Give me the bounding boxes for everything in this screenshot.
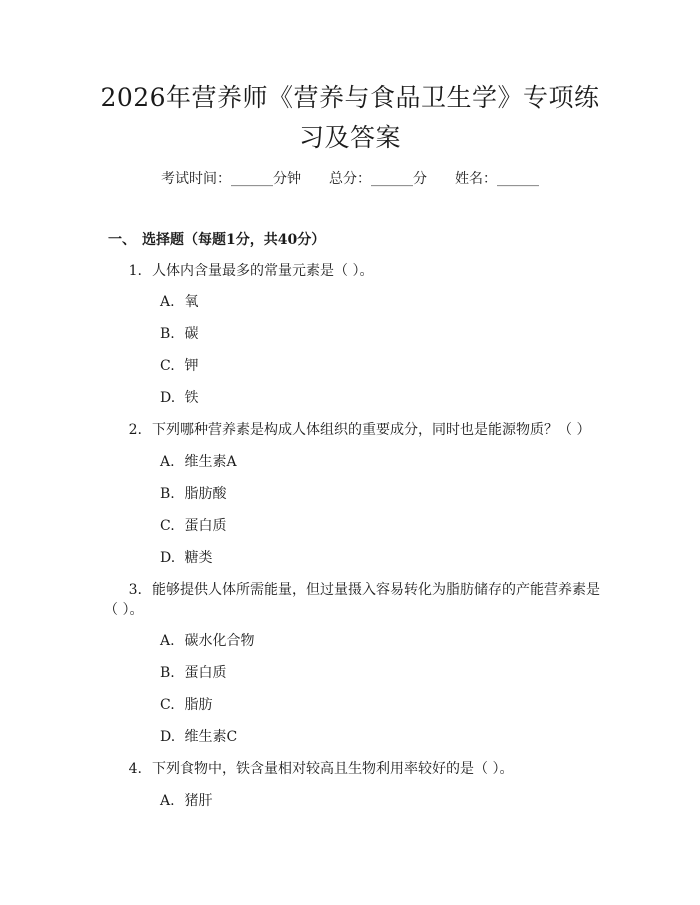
- option-text: 猪肝: [184, 793, 213, 809]
- option-text: 维生素A: [184, 454, 237, 470]
- section-title: 选择题（每题1分，共40分）: [142, 232, 326, 248]
- option-letter: B.: [160, 486, 175, 502]
- question-text-line-2: （ ）。: [104, 602, 144, 618]
- name-label: 姓名：______: [455, 171, 539, 187]
- question-4: [108, 759, 608, 779]
- option-text: 蛋白质: [184, 518, 227, 534]
- option-text: 铁: [184, 390, 199, 406]
- option-letter: A.: [160, 793, 175, 809]
- option-letter: D.: [160, 390, 176, 406]
- option-4a: [160, 791, 212, 811]
- option-letter: C.: [160, 358, 175, 374]
- option-letter: C.: [160, 697, 175, 713]
- option-letter: A.: [160, 633, 175, 649]
- question-2: [108, 420, 628, 440]
- section-heading: [108, 229, 325, 249]
- option-letter: D.: [160, 729, 176, 745]
- option-letter: D.: [160, 550, 176, 566]
- option-2a: [160, 452, 237, 472]
- question-1: [108, 261, 608, 281]
- option-1a: [160, 292, 198, 312]
- option-letter: B.: [160, 326, 175, 342]
- question-text: 人体内含量最多的常量元素是（ ）。: [152, 263, 374, 279]
- option-text: 氧: [184, 294, 199, 310]
- option-3c: [160, 695, 212, 715]
- question-text: 下列食物中，铁含量相对较高且生物利用率较好的是（ ）。: [152, 761, 514, 777]
- question-number: 1.: [128, 263, 142, 279]
- option-letter: A.: [160, 294, 175, 310]
- option-text: 蛋白质: [184, 665, 227, 681]
- option-letter: A.: [160, 454, 175, 470]
- exam-meta: [0, 168, 700, 188]
- document-title-line-1: 2026年营养师《营养与食品卫生学》专项练: [100, 83, 600, 112]
- question-number: 2.: [128, 422, 142, 438]
- option-3d: [160, 727, 237, 747]
- option-text: 维生素C: [184, 729, 238, 745]
- option-text: 钾: [184, 358, 199, 374]
- option-2d: [160, 548, 212, 568]
- option-text: 糖类: [184, 550, 213, 566]
- question-number: 4.: [128, 761, 142, 777]
- option-2c: [160, 516, 226, 536]
- option-text: 碳: [184, 326, 199, 342]
- option-text: 脂肪: [184, 697, 213, 713]
- question-number: 3.: [128, 582, 142, 598]
- option-letter: C.: [160, 518, 175, 534]
- option-1c: [160, 356, 198, 376]
- question-3: [108, 580, 628, 600]
- option-text: 脂肪酸: [184, 486, 227, 502]
- option-text: 碳水化合物: [184, 633, 255, 649]
- question-text: 下列哪种营养素是构成人体组织的重要成分，同时也是能源物质？（ ）: [152, 422, 591, 438]
- exam-time-label: 考试时间：______分钟: [161, 171, 301, 187]
- option-letter: B.: [160, 665, 175, 681]
- question-3-continued: [104, 600, 604, 620]
- total-score-label: 总分：______分: [329, 171, 427, 187]
- document-title-line-2: 习及答案: [298, 123, 401, 152]
- option-3a: [160, 631, 254, 651]
- option-2b: [160, 484, 226, 504]
- option-1b: [160, 324, 198, 344]
- question-text-line-1: 能够提供人体所需能量，但过量摄入容易转化为脂肪储存的产能营养素是: [152, 582, 600, 598]
- option-1d: [160, 388, 198, 408]
- section-number: 一、: [108, 232, 136, 248]
- option-3b: [160, 663, 226, 683]
